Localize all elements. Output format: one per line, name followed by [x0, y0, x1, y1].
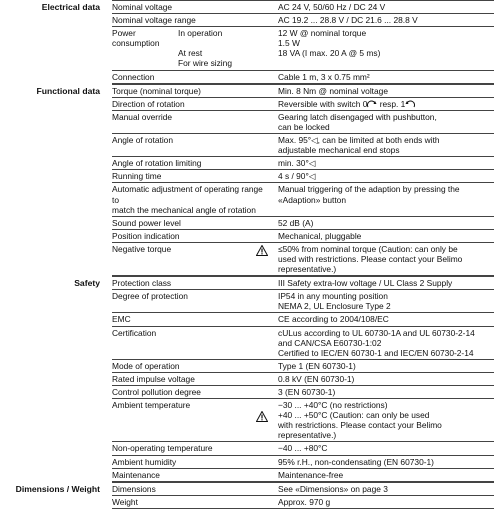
spec-value: See «Dimensions» on page 3	[278, 483, 388, 494]
spec-row	[112, 276, 494, 290]
spec-value: 3 (EN 60730-1)	[278, 387, 336, 397]
spec-row	[112, 183, 494, 216]
spec-row	[112, 134, 494, 157]
spec-value: 52 dB (A)	[278, 217, 314, 228]
spec-row	[112, 111, 494, 134]
spec-row	[112, 98, 494, 111]
spec-sublabel: For wire sizing	[178, 58, 232, 69]
spec-value: Type 1 (EN 60730-1)	[278, 360, 356, 371]
spec-label: Dimensions	[112, 483, 156, 494]
section-functional-data	[0, 84, 500, 277]
spec-row	[112, 399, 494, 442]
spec-value: and CAN/CSA E60730-1:02	[278, 337, 382, 348]
spec-label	[112, 420, 272, 430]
spec-value: 0.8 kV (EN 60730-1)	[278, 373, 355, 384]
spec-label: Running time	[112, 171, 162, 182]
section-label: Electrical data	[41, 2, 100, 12]
spec-label: Manual override	[112, 111, 173, 122]
spec-label: Power consumption	[112, 28, 160, 49]
spec-row	[112, 230, 494, 243]
spec-label: Torque (nominal torque)	[112, 85, 201, 96]
spec-value: Manual triggering of the adaption by pressing the	[278, 184, 460, 195]
spec-value: Min. 8 Nm @ nominal voltage	[278, 85, 388, 96]
spec-label: Certification	[112, 327, 157, 338]
spec-value: 1.5 W	[278, 38, 300, 49]
spec-label	[112, 410, 272, 420]
spec-row	[112, 27, 494, 70]
rotation-ccw-icon	[405, 99, 415, 109]
warning-icon	[256, 245, 268, 256]
spec-row	[112, 170, 494, 183]
spec-value: used with restrictions. Please contact your Belimo	[278, 253, 463, 264]
section-label: Safety	[74, 278, 100, 289]
spec-value: +40 ... +50°C (Caution: can only be used	[278, 410, 430, 421]
spec-value: 4 s / 90°◁	[278, 171, 316, 182]
spec-row	[112, 313, 494, 326]
spec-label: Sound power level	[112, 217, 181, 228]
section-safety	[0, 276, 500, 482]
spec-label: Nominal voltage range	[112, 15, 196, 26]
section-dimensions-weight	[0, 482, 500, 509]
spec-value: adjustable mechanical end stops	[278, 145, 400, 156]
spec-sublabel: At rest	[178, 48, 203, 59]
spec-row	[112, 482, 494, 496]
spec-label: Automatic adjustment of operating range to	[112, 184, 263, 205]
spec-value: Mechanical, pluggable	[278, 230, 362, 241]
spec-label: Connection	[112, 71, 155, 82]
spec-value: 95% r.H., non-condensating (EN 60730-1)	[278, 456, 434, 467]
spec-label: Mode of operation	[112, 360, 180, 371]
spec-value: can be locked	[278, 121, 330, 132]
spec-label: Nominal voltage	[112, 2, 173, 12]
spec-label: Direction of rotation	[112, 98, 185, 109]
spec-value: AC 19.2 ... 28.8 V / DC 21.6 ... 28.8 V	[278, 15, 418, 26]
spec-value: representative.)	[278, 264, 337, 275]
spec-row	[112, 373, 494, 386]
spec-label: Control pollution degree	[112, 387, 201, 397]
spec-value: Reversible with switch 0 resp. 1	[278, 99, 494, 109]
spec-value: cULus according to UL 60730-1A and UL 60730-2-14	[278, 327, 475, 338]
spec-value: IP54 in any mounting position	[278, 291, 388, 302]
spec-value: Max. 95°◁, can be limited at both ends with	[278, 135, 440, 146]
spec-value: 12 W @ nominal torque	[278, 28, 367, 39]
spec-sublabel: In operation	[178, 28, 223, 39]
spec-row	[112, 442, 494, 455]
spec-row	[112, 360, 494, 373]
spec-label: Ambient temperature	[112, 400, 191, 411]
spec-value: −30 ... +40°C (no restrictions)	[278, 400, 388, 411]
rotation-cw-icon	[367, 99, 377, 109]
spec-row	[112, 14, 494, 27]
spec-label	[112, 58, 178, 68]
spec-row	[112, 0, 494, 14]
spec-label: Ambient humidity	[112, 456, 177, 467]
spec-value: with restrictions. Please contact your Belimo	[278, 420, 442, 431]
spec-value: ≤50% from nominal torque (Caution: can only be	[278, 243, 458, 254]
spec-value: «Adaption» button	[278, 194, 346, 205]
spec-value: NEMA 2, UL Enclosure Type 2	[278, 301, 391, 312]
spec-label: Non-operating temperature	[112, 443, 213, 454]
spec-row	[112, 71, 494, 84]
warning-icon	[256, 411, 268, 422]
spec-value: Cable 1 m, 3 x 0.75 mm²	[278, 71, 370, 82]
spec-row	[112, 84, 494, 98]
spec-label: Weight	[112, 496, 138, 507]
spec-row	[112, 290, 494, 313]
spec-value: CE according to 2004/108/EC	[278, 314, 389, 325]
spec-value: Certified to IEC/EN 60730-1 and IEC/EN 60730-2-14	[278, 347, 474, 358]
spec-label: Angle of rotation limiting	[112, 158, 202, 169]
spec-label: match the mechanical angle of rotation	[112, 204, 256, 215]
spec-label: Degree of protection	[112, 291, 188, 302]
spec-value: 18 VA (I max. 20 A @ 5 ms)	[278, 48, 381, 59]
spec-label: Rated impulse voltage	[112, 373, 195, 384]
section-electrical-data	[0, 0, 500, 84]
spec-value: min. 30°◁	[278, 158, 316, 169]
spec-label: Maintenance	[112, 469, 160, 480]
section-label: Dimensions / Weight	[15, 483, 100, 494]
spec-value: representative.)	[278, 430, 337, 441]
spec-row	[112, 496, 494, 509]
spec-value: III Safety extra-low voltage / UL Class 2 Supply	[278, 278, 453, 289]
spec-label	[112, 48, 178, 58]
spec-value: Maintenance-free	[278, 469, 344, 480]
spec-label: Negative torque	[112, 243, 172, 254]
spec-row	[112, 386, 494, 399]
spec-value: Gearing latch disengaged with pushbutton,	[278, 111, 437, 122]
spec-label: Position indication	[112, 230, 180, 241]
spec-label: Protection class	[112, 278, 172, 289]
spec-row	[112, 456, 494, 469]
section-label: Functional data	[36, 85, 100, 96]
spec-row	[112, 469, 494, 482]
spec-row	[112, 157, 494, 170]
spec-label: EMC	[112, 314, 131, 325]
spec-row	[112, 243, 494, 276]
spec-row	[112, 217, 494, 230]
spec-row	[112, 327, 494, 360]
spec-value: −40 ... +80°C	[278, 443, 328, 454]
spec-value: Approx. 970 g	[278, 496, 331, 507]
spec-label: Angle of rotation	[112, 135, 173, 146]
spec-value: AC 24 V, 50/60 Hz / DC 24 V	[278, 2, 386, 12]
